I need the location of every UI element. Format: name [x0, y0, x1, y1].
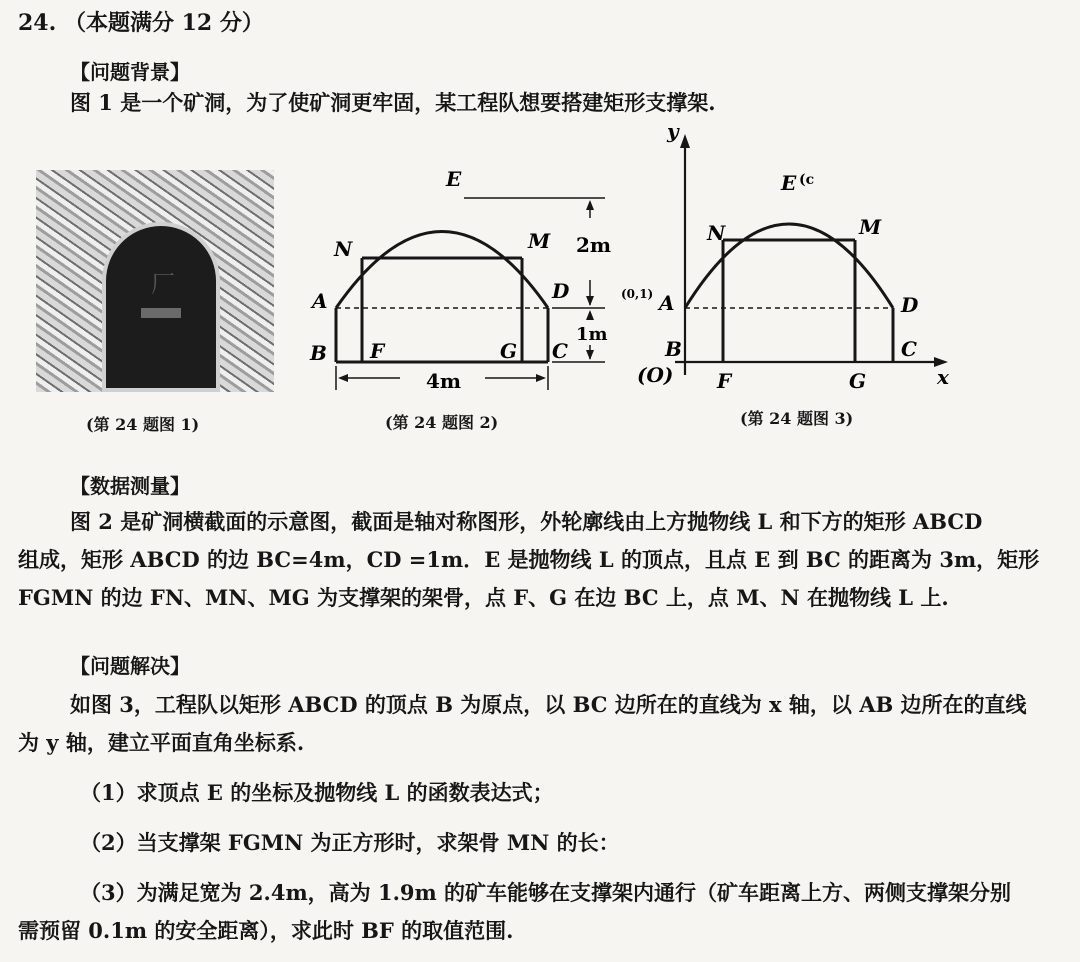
- fig2-label-e: E: [446, 167, 462, 191]
- question-1: （1）求顶点 E 的坐标及抛物线 L 的函数表达式；: [80, 780, 554, 805]
- figure1-caption: (第 24 题图 1): [86, 415, 200, 434]
- mine-tunnel-photo: [36, 170, 274, 392]
- fig3-label-f: F: [717, 369, 732, 393]
- measurement-paragraph: [18, 503, 1068, 617]
- fig3-label-d: D: [901, 293, 919, 317]
- fig3-label-e-note: (c: [799, 172, 815, 188]
- solution-intro-line-1: 如图 3，工程队以矩形 ABCD 的顶点 B 为原点，以 BC 边所在的直线为 x 轴，以 AB 边所在的直线: [70, 692, 1027, 717]
- figure2-diagram: [300, 160, 630, 435]
- fig2-label-d: D: [552, 279, 570, 303]
- fig2-dim-2m: 2m: [576, 233, 612, 257]
- solution-heading: 【问题解决】: [70, 654, 190, 678]
- figure3-caption: (第 24 题图 3): [740, 409, 854, 428]
- measurement-line-2: 组成，矩形 ABCD 的边 BC=4m，CD =1m．E 是抛物线 L 的顶点，且点 E 到 BC 的距离为 3m，矩形: [18, 547, 1040, 572]
- figure2-caption: (第 24 题图 2): [385, 413, 499, 432]
- fig3-label-c: C: [901, 337, 917, 361]
- question-3-line-1: （3）为满足宽为 2.4m，高为 1.9m 的矿车能够在支撑架内通行（矿车距离上方、两侧支撑架分别: [80, 880, 1012, 905]
- fig3-label-x: x: [937, 365, 949, 389]
- measurement-line-1: 图 2 是矿洞横截面的示意图，截面是轴对称图形，外轮廓线由上方抛物线 L 和下方的矩形 ABCD: [70, 509, 983, 534]
- question-score: （本题满分 12 分）: [63, 10, 264, 36]
- question-3-line-2: 需预留 0.1m 的安全距离），求此时 BF 的取值范围.: [18, 918, 514, 943]
- fig2-label-a: A: [312, 289, 328, 313]
- fig3-label-b: B: [665, 337, 682, 361]
- fig3-label-m: M: [859, 215, 882, 239]
- measurement-line-3: FGMN 的边 FN、MN、MG 为支撑架的架骨，点 F、G 在边 BC 上，点 M、N 在抛物线 L 上.: [18, 585, 949, 610]
- question-number: 24.: [18, 10, 57, 36]
- solution-paragraph: [18, 686, 1068, 950]
- fig2-dim-4m: 4m: [426, 369, 462, 393]
- background-text: 图 1 是一个矿洞，为了使矿洞更牢固，某工程队想要搭建矩形支撑架.: [70, 90, 716, 115]
- figure3-diagram: [615, 120, 970, 405]
- fig2-label-b: B: [310, 341, 327, 365]
- tunnel-sign-glyph: 厂: [151, 270, 175, 298]
- background-heading: 【问题背景】: [70, 60, 190, 84]
- fig3-label-origin: (O): [637, 363, 674, 387]
- fig3-label-n: N: [707, 221, 726, 245]
- question-2: （2）当支撑架 FGMN 为正方形时，求架骨 MN 的长：: [80, 830, 620, 855]
- fig3-label-a-note: (0,1): [621, 287, 654, 301]
- fig2-label-f: F: [370, 339, 385, 363]
- measurement-heading: 【数据测量】: [70, 474, 190, 498]
- tunnel-entrance: [102, 222, 220, 392]
- fig3-y-arrow: [680, 134, 690, 148]
- fig2-label-m: M: [528, 229, 551, 253]
- fig3-label-y: y: [667, 120, 679, 143]
- fig2-label-n: N: [334, 237, 353, 261]
- tunnel-sign-bar: [141, 308, 181, 318]
- solution-intro-line-2: 为 y 轴，建立平面直角坐标系.: [18, 730, 305, 755]
- fig2-label-c: C: [552, 339, 568, 363]
- fig2-dim-1m: 1m: [576, 324, 608, 345]
- question-header: [18, 6, 264, 37]
- fig3-label-a: A: [659, 291, 675, 315]
- fig2-parabola: [336, 232, 548, 309]
- fig3-label-e: E: [781, 171, 797, 195]
- fig2-label-g: G: [500, 339, 518, 363]
- fig3-label-g: G: [849, 369, 867, 393]
